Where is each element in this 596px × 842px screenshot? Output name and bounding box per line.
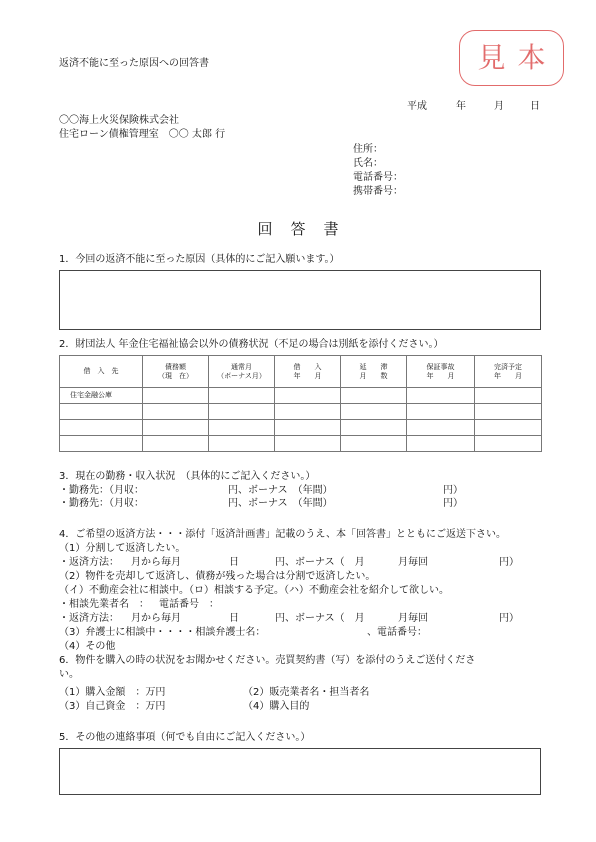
document-label: 返済不能に至った原因への回答書: [59, 58, 209, 69]
table-cell[interactable]: [60, 436, 143, 452]
col-overdue: 延 滞 月 数: [341, 356, 407, 388]
section6-heading: 6．物件を購入の時の状況をお聞かせください。売買契約書（写）を添付のうえご送付くださ: [59, 655, 476, 666]
broker-name-label: ・相談先業者名 ：: [59, 599, 149, 610]
option-4: （4）その他: [59, 641, 116, 652]
bonus-label: 円、ボーナス （年間）: [228, 485, 333, 496]
repay-each: 月毎回: [398, 613, 428, 624]
purpose-label: （4）購入目的: [243, 701, 310, 712]
table-cell[interactable]: [143, 404, 209, 420]
purchase-amount-label: （1）購入金額 ：万円: [59, 687, 166, 698]
phone-field: 電話番号：: [353, 172, 403, 183]
table-row: [60, 404, 542, 420]
date-month: 月: [494, 101, 504, 112]
lawyer-name-label: （3）弁護士に相談中・・・・相談弁護士名：: [59, 627, 266, 638]
page-title: 回答書: [257, 220, 357, 238]
yen-close: 円）: [443, 498, 463, 509]
table-cell[interactable]: [209, 388, 275, 404]
table-cell[interactable]: [407, 404, 475, 420]
repay-bonus: 円、ボーナス（ 月: [275, 613, 365, 624]
table-cell[interactable]: [407, 388, 475, 404]
table-row: [60, 420, 542, 436]
company-name: 〇〇海上火災保険株式会社: [59, 115, 179, 126]
table-cell[interactable]: [341, 436, 407, 452]
section1-heading: 1．今回の返済不能に至った原因（具体的にご記入願います。）: [59, 254, 340, 265]
table-cell[interactable]: [143, 436, 209, 452]
broker-phone-label: 電話番号 ：: [159, 599, 219, 610]
debt-table: [59, 355, 542, 452]
col-lender: 借 入 先: [60, 356, 143, 388]
table-cell[interactable]: [143, 388, 209, 404]
table-cell[interactable]: [475, 388, 542, 404]
sample-stamp: 見本: [459, 30, 564, 86]
addressee: 住宅ローン債権管理室 〇〇 太郎 行: [59, 129, 226, 140]
table-cell[interactable]: 住宅金融公庫: [60, 388, 143, 404]
table-cell[interactable]: [60, 420, 143, 436]
table-cell[interactable]: [407, 420, 475, 436]
option-2: （2）物件を売却して返済し、債務が残った場合は分割で返済したい。: [59, 571, 376, 582]
col-completion: 完済予定 年 月: [475, 356, 542, 388]
table-cell[interactable]: [275, 420, 341, 436]
table-cell[interactable]: [275, 388, 341, 404]
bonus-label: 円、ボーナス （年間）: [228, 498, 333, 509]
date-day: 日: [530, 101, 540, 112]
option-2-detail: （イ）不動産会社に相談中。（ロ）相談する予定。（ハ）不動産会社を紹介して欲しい。: [59, 585, 449, 596]
repay-start-month: 月から毎月: [131, 613, 181, 624]
table-cell[interactable]: [143, 420, 209, 436]
table-cell[interactable]: [275, 404, 341, 420]
mobile-field: 携帯番号：: [353, 186, 403, 197]
table-cell[interactable]: [60, 404, 143, 420]
table-row: [60, 388, 542, 404]
table-cell[interactable]: [407, 436, 475, 452]
repay-bonus: 円、ボーナス（ 月: [275, 557, 365, 568]
date-year: 年: [456, 101, 466, 112]
col-debt-amount: 債務額 （現 在）: [143, 356, 209, 388]
date-era: 平成: [407, 101, 427, 112]
own-funds-label: （3）自己資金 ：万円: [59, 701, 166, 712]
table-cell[interactable]: [341, 388, 407, 404]
table-header-row: [60, 356, 542, 388]
repay-yen: 円）: [499, 613, 519, 624]
section1-answer-box[interactable]: [59, 270, 541, 330]
table-cell[interactable]: [475, 436, 542, 452]
table-cell[interactable]: [475, 420, 542, 436]
table-cell[interactable]: [209, 404, 275, 420]
table-row: [60, 436, 542, 452]
repay-method-label: ・返済方法：: [59, 613, 119, 624]
yen-close: 円）: [443, 485, 463, 496]
col-borrow-date: 借 入 年 月: [275, 356, 341, 388]
table-cell[interactable]: [275, 436, 341, 452]
repay-method-label: ・返済方法：: [59, 557, 119, 568]
section6-heading-cont: い。: [59, 669, 79, 680]
col-guarantee: 保証事故 年 月: [407, 356, 475, 388]
section4-heading: 4．ご希望の返済方法・・・添付「返済計画書」記載のうえ、本「回答書」とともにご返送下さい。: [59, 529, 506, 540]
table-cell[interactable]: [209, 436, 275, 452]
col-monthly: 通常月 （ボーナス月）: [209, 356, 275, 388]
table-cell[interactable]: [341, 404, 407, 420]
address-field: 住所：: [353, 144, 383, 155]
employer-label: ・勤務先：（月収：: [59, 498, 144, 509]
seller-label: （2）販売業者名・担当者名: [243, 687, 370, 698]
repay-day: 日: [229, 557, 239, 568]
table-cell[interactable]: [209, 420, 275, 436]
repay-each: 月毎回: [398, 557, 428, 568]
lawyer-phone-label: 、電話番号：: [367, 627, 427, 638]
name-field: 氏名：: [353, 158, 383, 169]
table-cell[interactable]: [475, 404, 542, 420]
option-1: （1）分割して返済したい。: [59, 543, 186, 554]
table-cell[interactable]: [341, 420, 407, 436]
repay-day: 日: [229, 613, 239, 624]
section3-heading: 3．現在の勤務・収入状況 （具体的にご記入ください。）: [59, 471, 316, 482]
employer-label: ・勤務先：（月収：: [59, 485, 144, 496]
section5-answer-box[interactable]: [59, 748, 541, 795]
section5-heading: 5．その他の連絡事項（何でも自由にご記入ください。）: [59, 732, 311, 743]
repay-start-month: 月から毎月: [131, 557, 181, 568]
section2-heading: 2．財団法人 年金住宅福祉協会以外の債務状況（不足の場合は別紙を添付ください。）: [59, 339, 444, 350]
repay-yen: 円）: [499, 557, 519, 568]
